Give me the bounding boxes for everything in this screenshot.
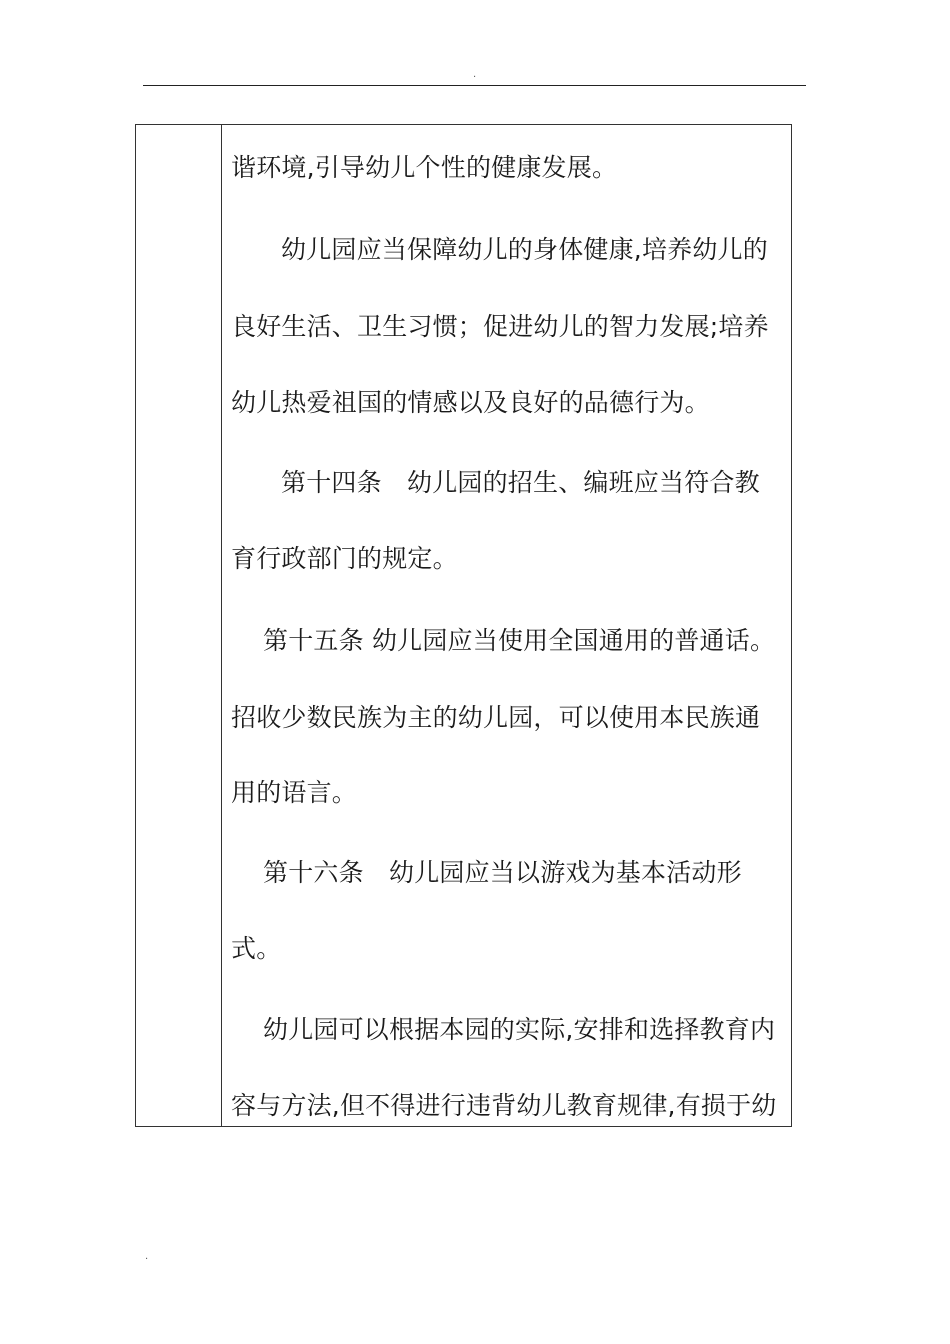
text-line: 幼儿园应当保障幼儿的身体健康,培养幼儿的 — [281, 235, 768, 264]
text-line: 幼儿热爱祖国的情感以及良好的品德行为。 — [231, 388, 710, 417]
text-line: 育行政部门的规定。 — [231, 544, 458, 573]
text-line: 第十四条 幼儿园的招生、编班应当符合教 — [281, 468, 760, 497]
text-line: 谐环境,引导幼儿个性的健康发展。 — [231, 153, 618, 182]
table-left-column — [136, 125, 222, 1126]
table-content-column — [222, 125, 791, 1126]
header-mark: . — [473, 69, 477, 80]
text-line: 式。 — [231, 934, 282, 963]
text-line: 第十六条 幼儿园应当以游戏为基本活动形 — [263, 858, 742, 887]
text-line: 幼儿园可以根据本园的实际,安排和选择教育内 — [263, 1015, 776, 1044]
text-line: 用的语言。 — [231, 778, 358, 807]
document-table — [135, 124, 792, 1127]
text-line: 容与方法,但不得进行违背幼儿教育规律,有损于幼 — [231, 1091, 777, 1120]
text-line: 良好生活、卫生习惯；促进幼儿的智力发展;培养 — [231, 312, 769, 341]
footer-mark: . — [145, 1251, 149, 1262]
header-rule — [143, 85, 806, 86]
text-line: 第十五条 幼儿园应当使用全国通用的普通话。 — [263, 626, 776, 655]
text-line: 招收少数民族为主的幼儿园，可以使用本民族通 — [231, 703, 761, 732]
